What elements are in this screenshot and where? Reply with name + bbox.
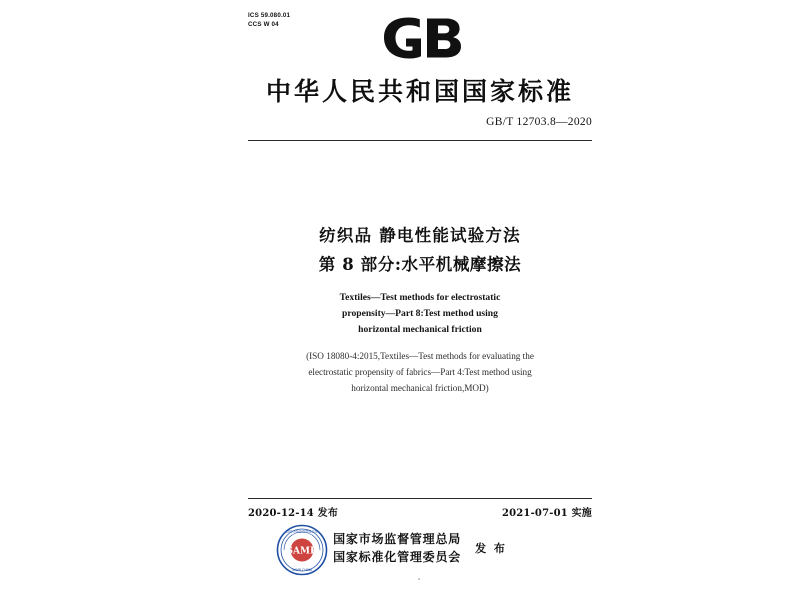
svg-text:国家市场监督管理总局: 国家市场监督管理总局 bbox=[286, 529, 318, 534]
english-title-line-2: propensity—Part 8:Test method using bbox=[342, 307, 498, 319]
gb-logo bbox=[240, 14, 600, 67]
svg-text:SAMR: SAMR bbox=[286, 546, 318, 557]
divider-bottom bbox=[248, 498, 592, 499]
chinese-title-line-2: 第 8 部分:水平机械摩擦法 bbox=[318, 254, 522, 274]
english-title-line-1: Textiles—Test methods for electrostatic bbox=[339, 292, 501, 303]
issuer-block bbox=[240, 530, 600, 566]
iso-note-line-2: electrostatic propensity of fabrics—Part 4:Test method using bbox=[308, 367, 532, 378]
ccs-code: CCS W 04 bbox=[248, 20, 279, 28]
implement-date: 2021-07-01 实施 bbox=[501, 508, 592, 519]
divider-top bbox=[248, 140, 592, 141]
svg-text:SAMR CHINA: SAMR CHINA bbox=[292, 568, 312, 572]
ics-code: ICS 59.080.01 bbox=[248, 12, 291, 19]
issuer-line-2: 国家标准化管理委员会 bbox=[333, 550, 462, 564]
iso-note-line-3: horizontal mechanical friction,MOD) bbox=[351, 383, 489, 394]
issuer-publish-label: 发 布 bbox=[475, 542, 507, 555]
page-title: 中华人民共和国国家标准 bbox=[265, 77, 574, 106]
iso-note-line-1: (ISO 18080-4:2015,Textiles—Test methods for evaluating the bbox=[306, 351, 534, 361]
issuer-line-1: 国家市场监督管理总局 bbox=[333, 532, 462, 546]
english-title bbox=[286, 290, 554, 337]
chinese-title bbox=[240, 222, 600, 280]
standard-cover-sheet bbox=[240, 0, 600, 600]
chinese-title-line-1: 纺织品 静电性能试验方法 bbox=[319, 226, 521, 245]
page-speck bbox=[418, 578, 420, 580]
date-row bbox=[248, 504, 592, 518]
english-title-line-3: horizontal mechanical friction bbox=[358, 323, 482, 335]
issuer-names bbox=[333, 530, 461, 566]
standard-number: GB/T 12703.8—2020 bbox=[486, 116, 592, 128]
iso-equivalence-note bbox=[268, 348, 572, 396]
issue-date: 2020-12-14 发布 bbox=[248, 508, 339, 519]
